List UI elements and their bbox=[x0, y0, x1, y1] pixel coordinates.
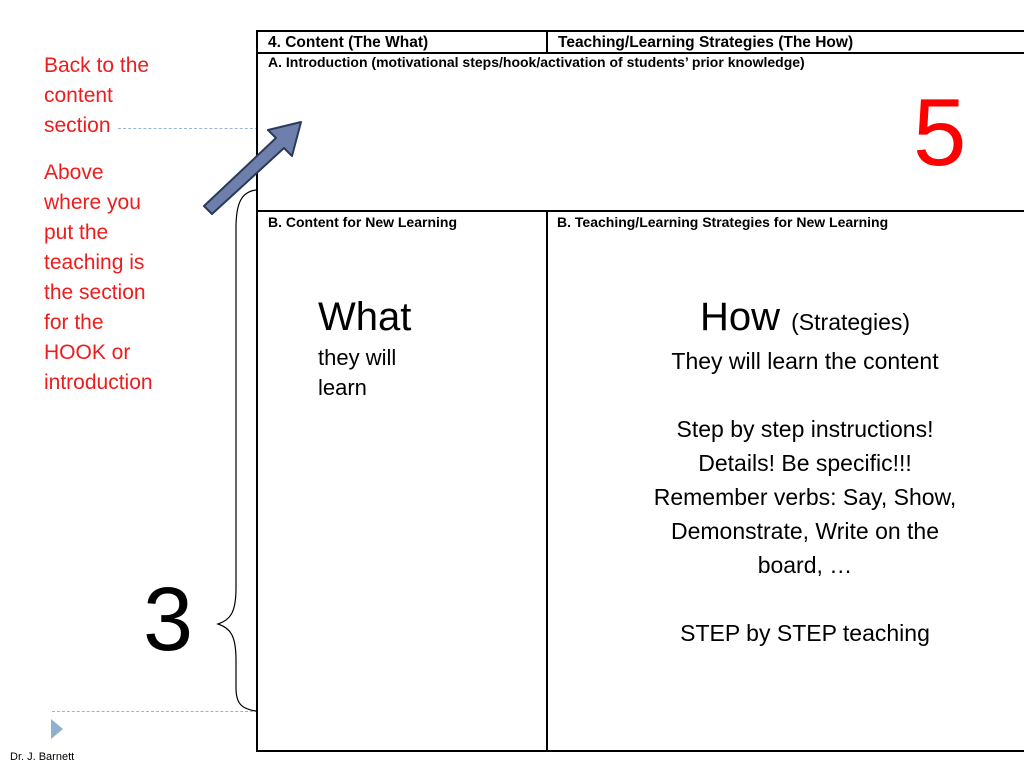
how-line bbox=[560, 378, 1024, 412]
back-to-content-note: Back to the content section bbox=[44, 54, 150, 137]
how-line: Demonstrate, Write on the bbox=[670, 518, 940, 544]
how-block bbox=[560, 294, 1024, 650]
footer-author: Dr. J. Barnett bbox=[10, 751, 75, 763]
row-divider bbox=[258, 210, 1024, 212]
how-subtitle: (Strategies) bbox=[791, 309, 911, 335]
content-new-learning-label: B. Content for New Learning bbox=[268, 214, 457, 230]
what-title: What bbox=[318, 295, 412, 339]
what-subtitle: they will learn bbox=[318, 345, 397, 400]
column-divider bbox=[546, 212, 548, 750]
how-title: How bbox=[699, 295, 781, 339]
play-icon[interactable] bbox=[51, 719, 63, 739]
left-brace-icon bbox=[212, 188, 262, 713]
how-line: STEP by STEP teaching bbox=[680, 620, 930, 646]
how-instructions bbox=[560, 344, 1024, 650]
hook-section-note: Above where you put the teaching is the section for the HOOK or introduction bbox=[44, 161, 153, 394]
form-header-row bbox=[258, 32, 1024, 54]
header-content-what: 4. Content (The What) bbox=[258, 32, 548, 52]
number-three: 3 bbox=[143, 570, 194, 670]
how-title-line bbox=[560, 294, 1024, 345]
how-line: Step by step instructions! bbox=[676, 416, 934, 442]
strategies-new-learning-label: B. Teaching/Learning Strategies for New Learning bbox=[557, 214, 889, 230]
introduction-section-label: A. Introduction (motivational steps/hook/activation of students’ prior knowledge) bbox=[268, 54, 805, 70]
how-line: They will learn the content bbox=[671, 348, 939, 374]
how-line bbox=[560, 582, 1024, 616]
header-strategies-how: Teaching/Learning Strategies (The How) bbox=[558, 34, 854, 51]
how-line: Remember verbs: Say, Show, bbox=[653, 484, 957, 510]
number-five: 5 bbox=[913, 79, 967, 186]
how-line: board, … bbox=[757, 552, 853, 578]
how-line: Details! Be specific!!! bbox=[698, 450, 912, 476]
